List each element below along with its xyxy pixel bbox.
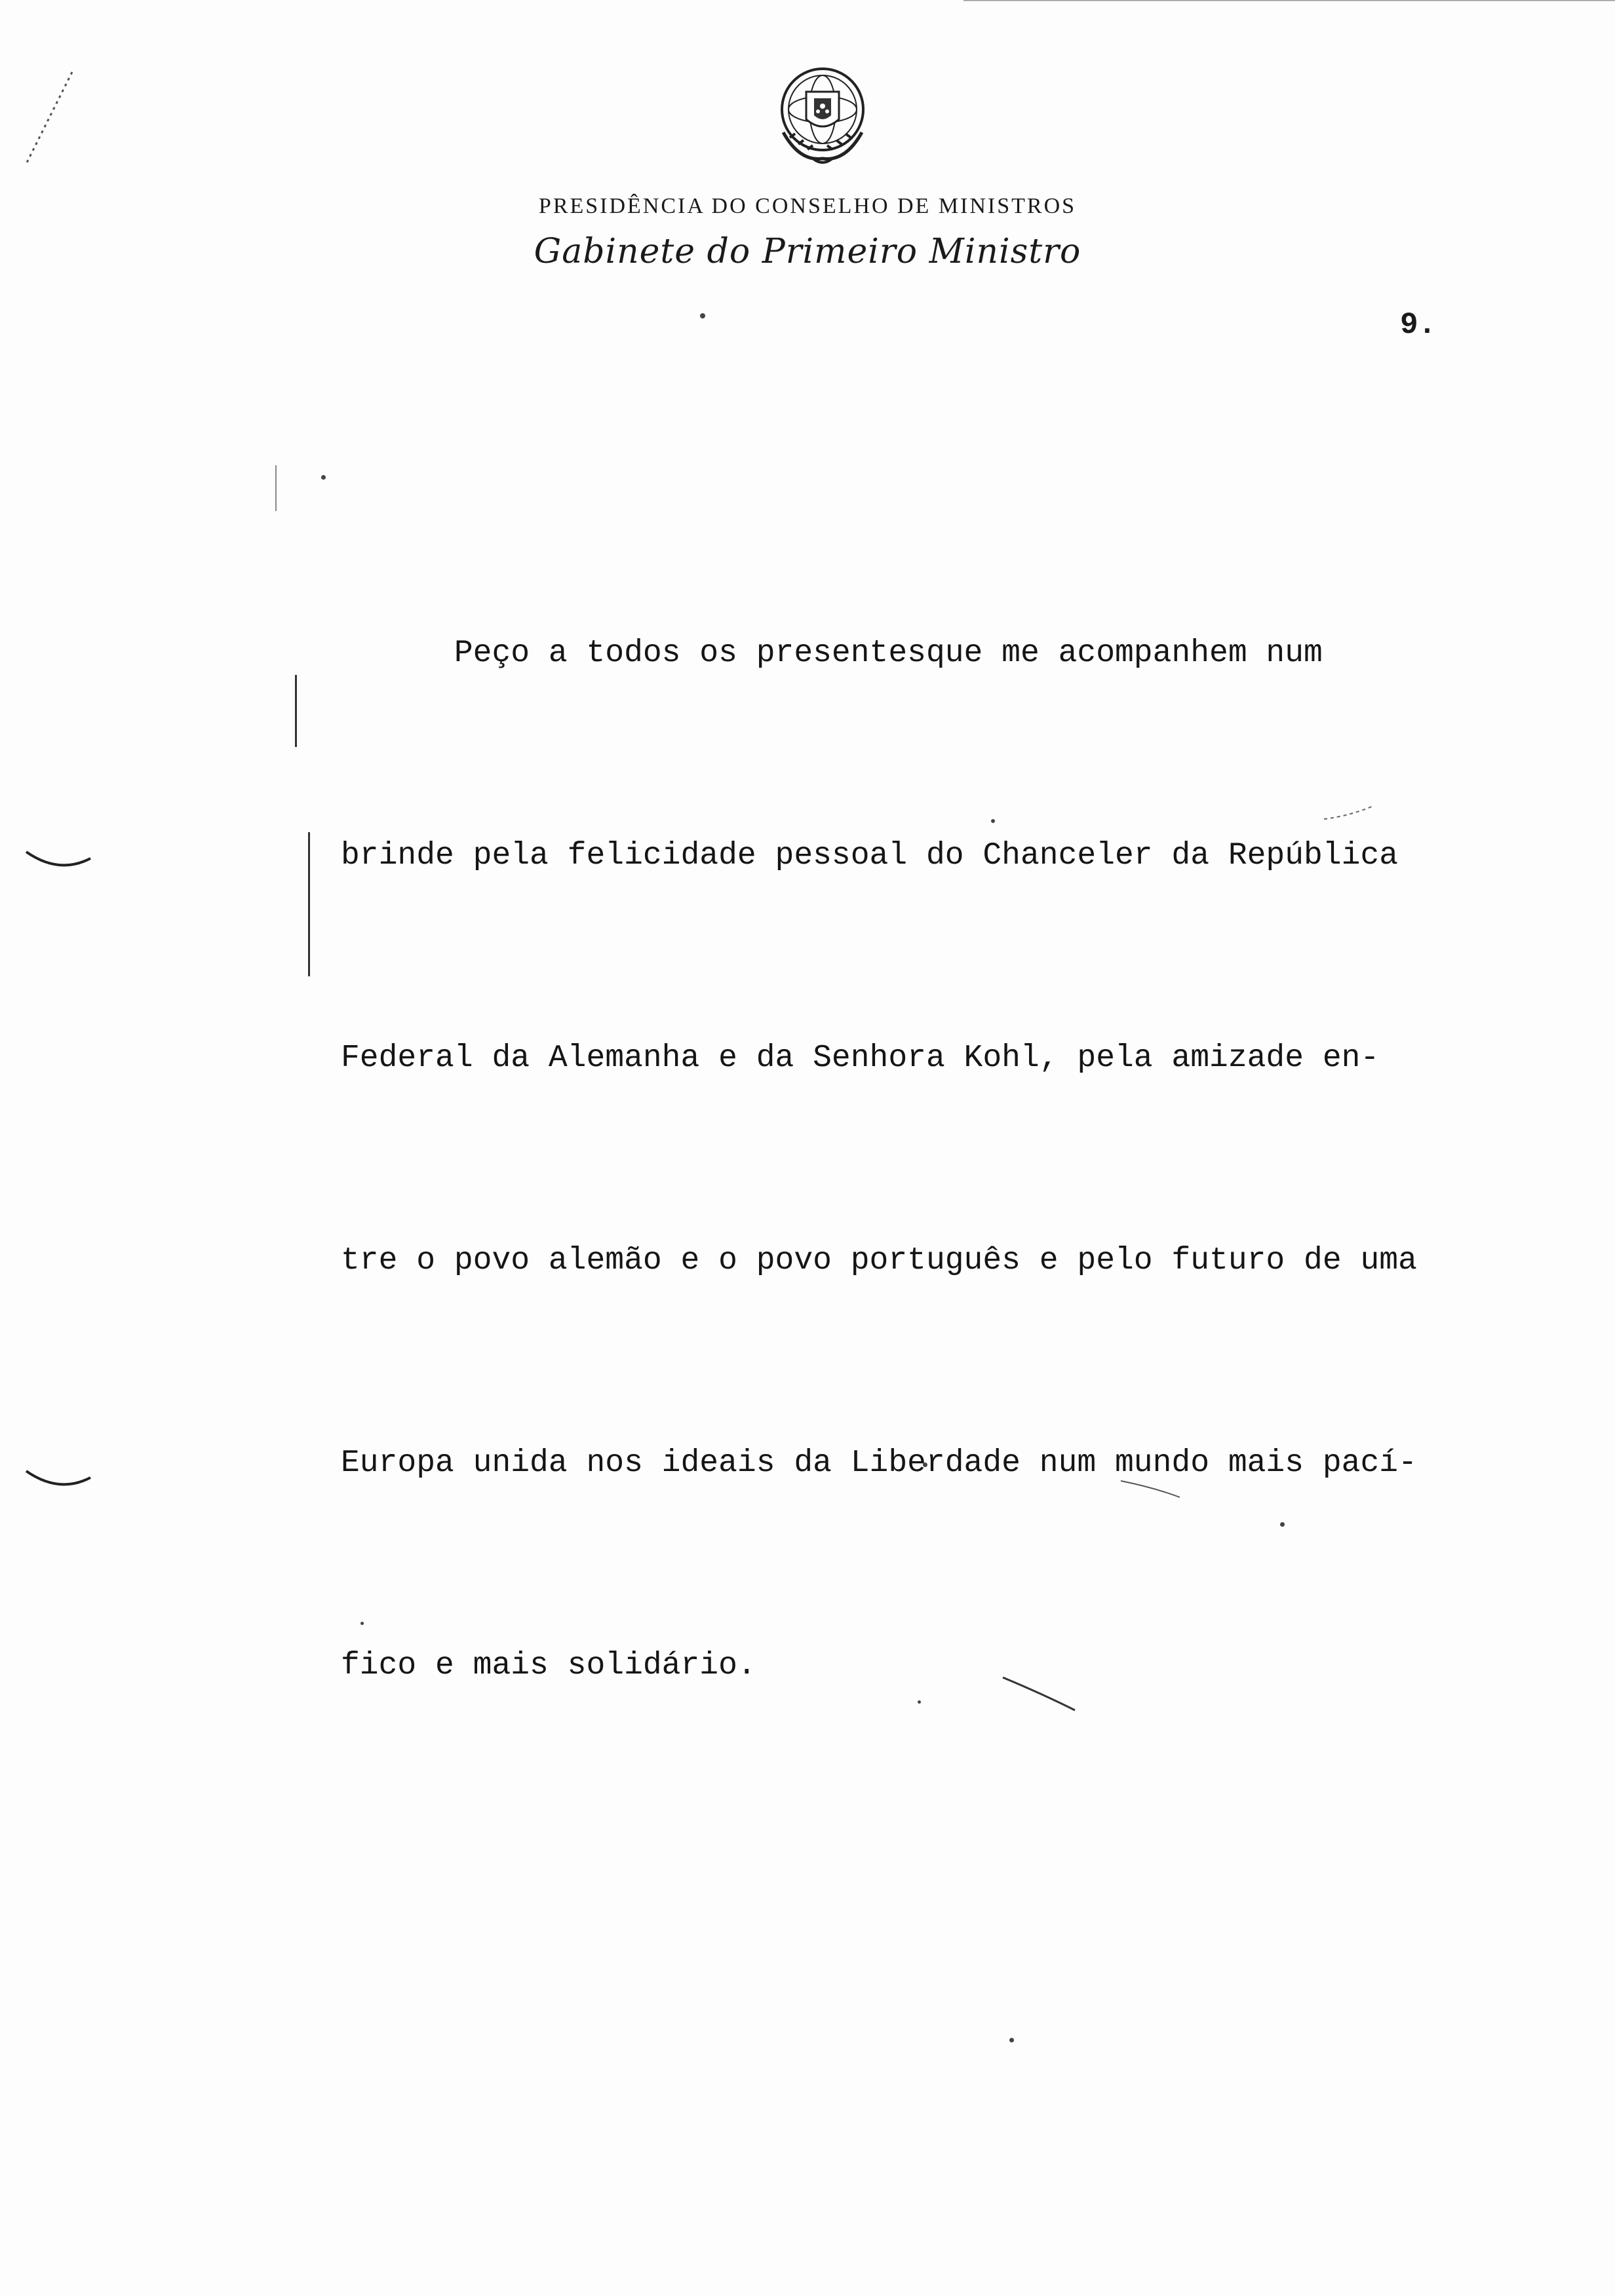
body-line: brinde pela felicidade pessoal do Chanceler da República bbox=[341, 838, 1399, 873]
body-line: Europa unida nos ideais da Liberdade num mundo mais pací- bbox=[341, 1445, 1417, 1481]
margin-mark bbox=[275, 465, 277, 511]
cabinet-heading: Gabinete do Primeiro Ministro bbox=[534, 232, 1081, 271]
body-line: Peço a todos os presentesque me acompanhem num bbox=[341, 636, 1323, 671]
margin-mark bbox=[295, 675, 297, 747]
body-line: Federal da Alemanha e da Senhora Kohl, pela amizade en- bbox=[341, 1041, 1380, 1076]
office-heading: PRESIDÊNCIA DO CONSELHO DE MINISTROS bbox=[538, 194, 1077, 218]
body-paragraph bbox=[341, 485, 1481, 1835]
body-line: fico e mais solidário. bbox=[341, 1648, 756, 1683]
margin-mark bbox=[308, 832, 310, 976]
coat-of-arms-icon bbox=[767, 60, 878, 172]
page-number: 9. bbox=[1400, 308, 1437, 342]
body-line: tre o povo alemão e o povo português e pelo futuro de uma bbox=[341, 1243, 1417, 1278]
